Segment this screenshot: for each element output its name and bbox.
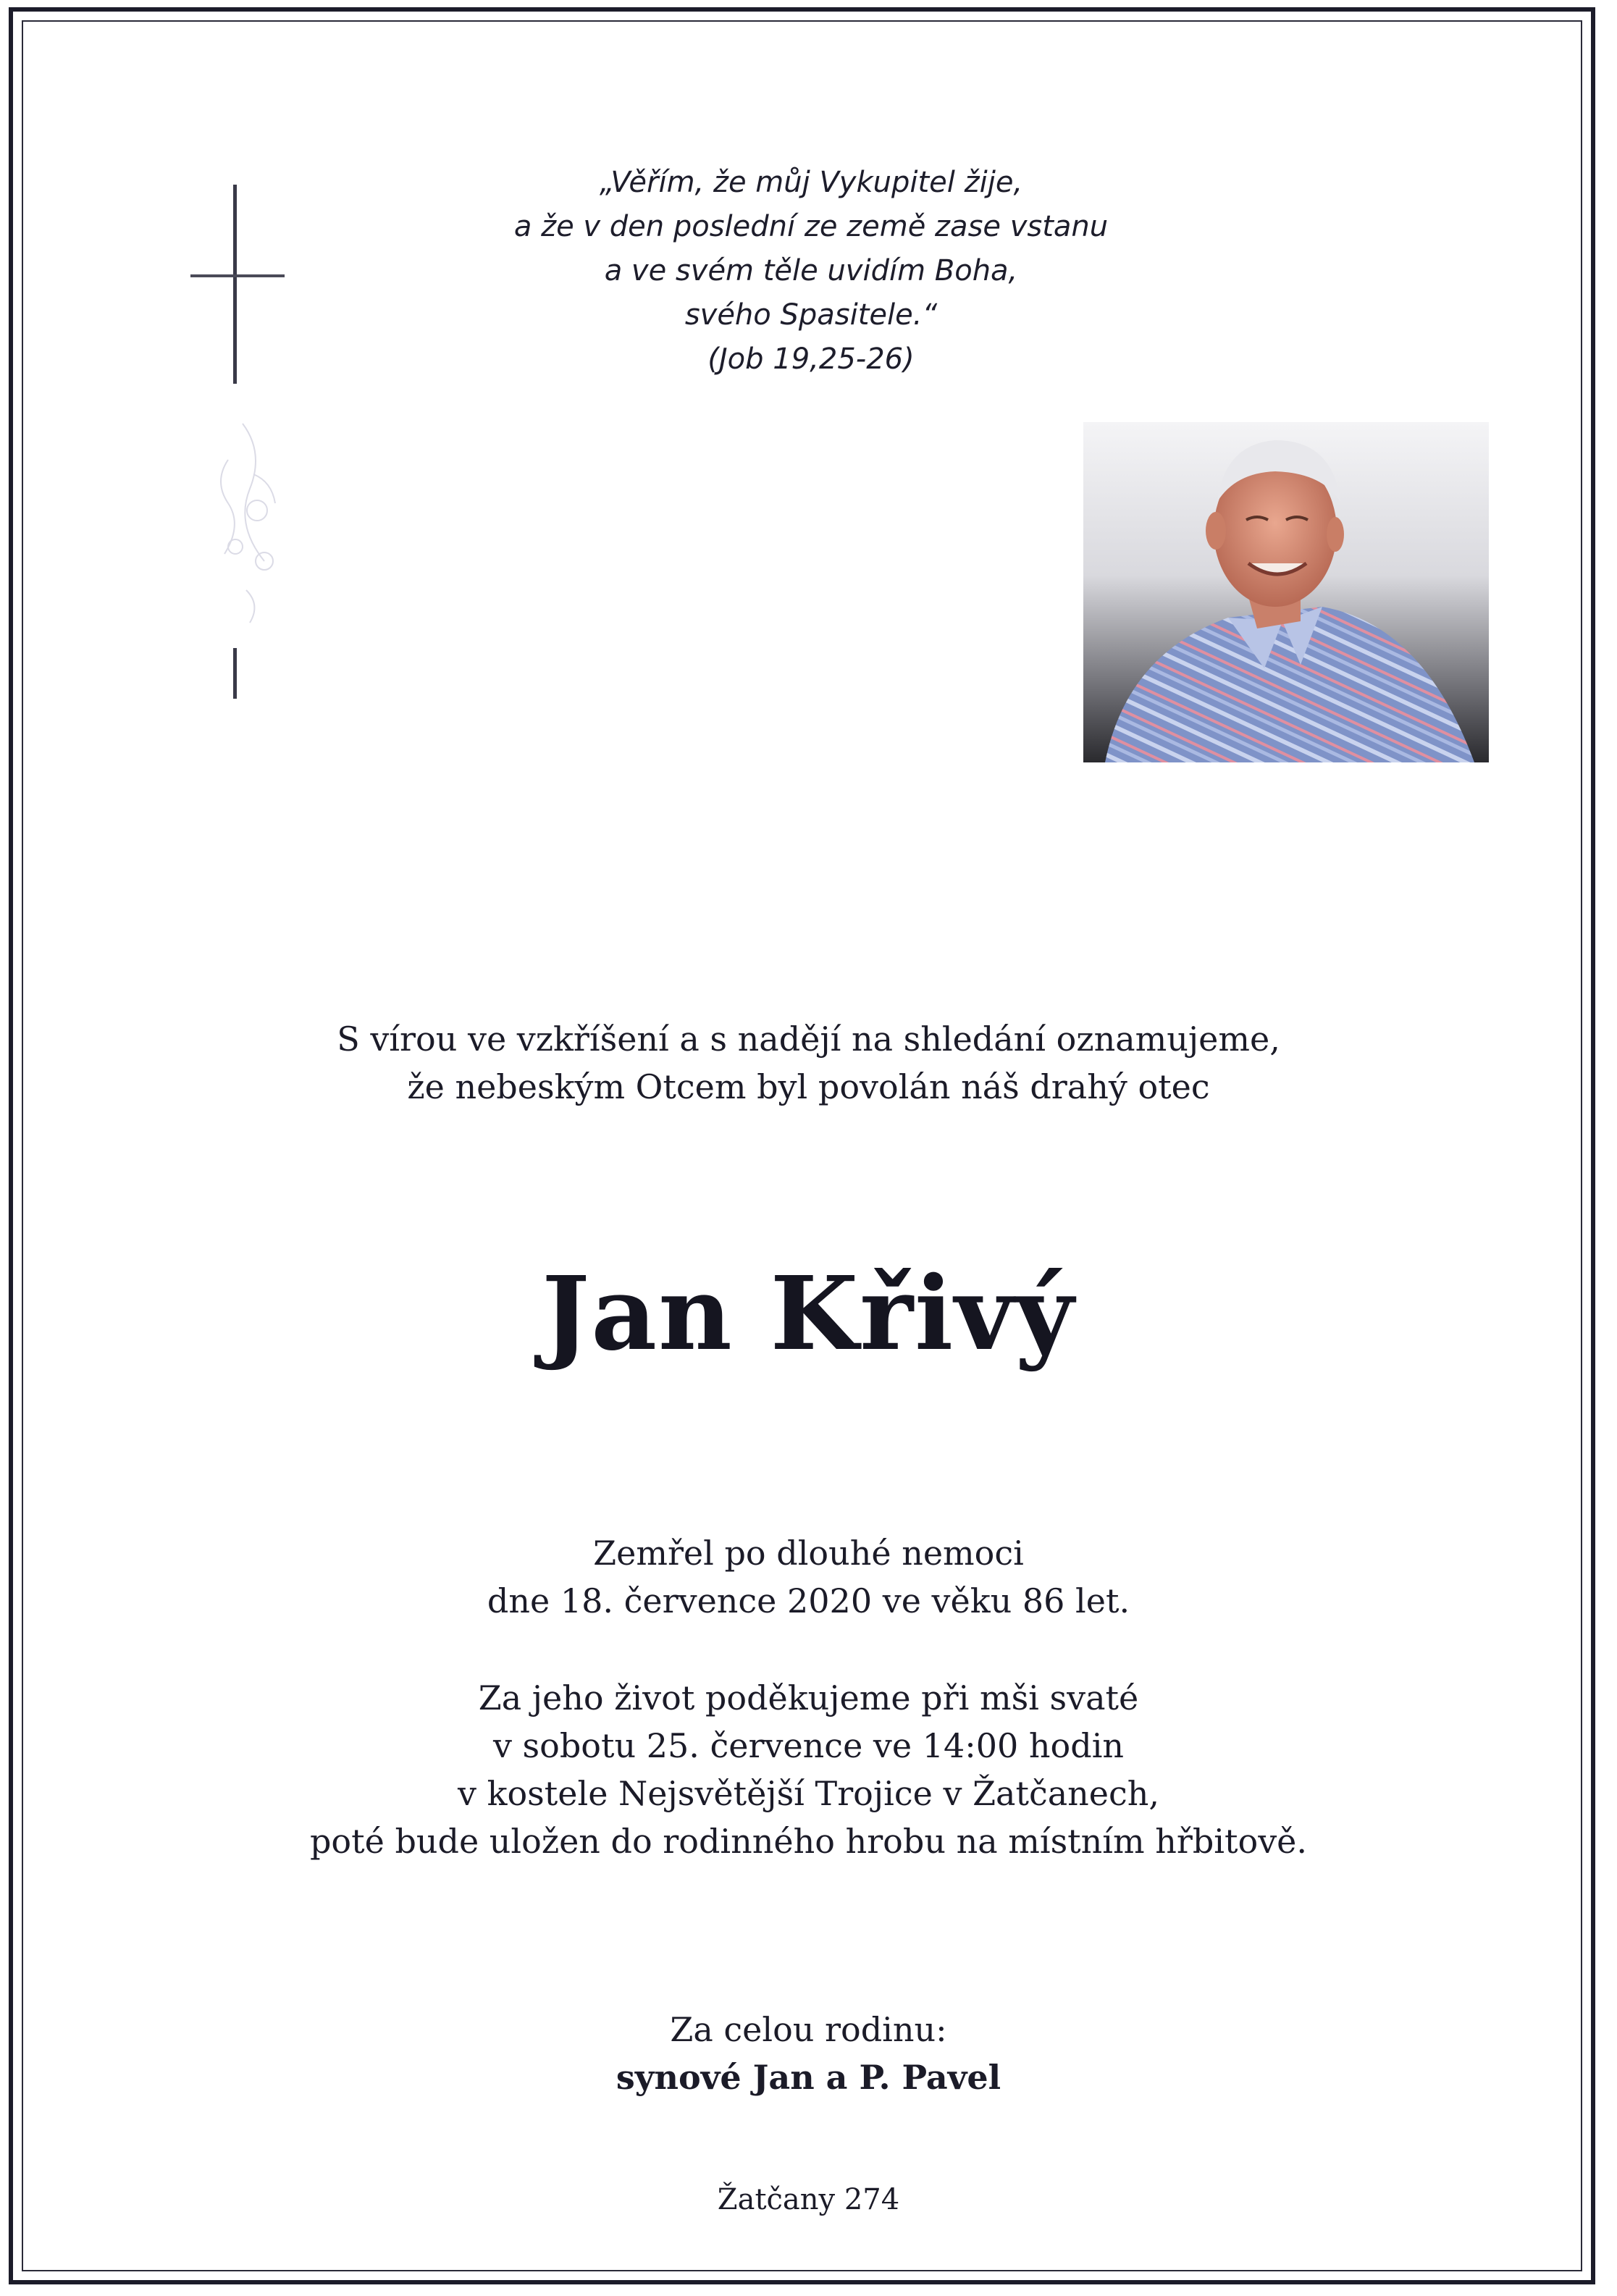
family-signature bbox=[217, 2006, 1400, 2101]
announcement-line: že nebeským Otcem byl povolán náš drahý otec bbox=[407, 1067, 1210, 1106]
verse-line: a že v den poslední ze země zase vstanu bbox=[513, 210, 1109, 243]
mass-info bbox=[217, 1674, 1400, 1865]
mass-info-line: v kostele Nejsvětější Trojice v Žatčanech, bbox=[458, 1774, 1159, 1813]
death-info-line: Zemřel po dlouhé nemoci bbox=[593, 1534, 1024, 1573]
address: Žatčany 274 bbox=[717, 2183, 900, 2216]
verse-citation: (Job 19,25-26) bbox=[707, 342, 915, 376]
deceased-name: Jan Křivý bbox=[542, 1255, 1075, 1374]
family-signatories: synové Jan a P. Pavel bbox=[616, 2058, 1001, 2097]
death-info bbox=[217, 1529, 1400, 1625]
mass-info-line: Za jeho život poděkujeme při mši svaté bbox=[478, 1678, 1139, 1717]
death-info-line: dne 18. července 2020 ve věku 86 let. bbox=[487, 1581, 1130, 1620]
mass-info-line: v sobotu 25. července ve 14:00 hodin bbox=[492, 1726, 1125, 1765]
verse-line: „Věřím, že můj Vykupitel žije, bbox=[599, 166, 1023, 199]
mass-info-line: poté bude uložen do rodinného hrobu na místním hřbitově. bbox=[309, 1822, 1308, 1861]
family-intro: Za celou rodinu: bbox=[670, 2010, 947, 2049]
portrait-photo bbox=[1083, 422, 1489, 762]
announcement-line: S vírou ve vzkříšení a s nadějí na shledání oznamujeme, bbox=[337, 1019, 1280, 1059]
verse-line: a ve svém těle uvidím Boha, bbox=[604, 254, 1018, 287]
bible-verse bbox=[463, 161, 1159, 382]
cross-icon bbox=[185, 185, 286, 706]
announcement-text bbox=[217, 1015, 1400, 1111]
verse-line: svého Spasitele.“ bbox=[684, 298, 938, 332]
